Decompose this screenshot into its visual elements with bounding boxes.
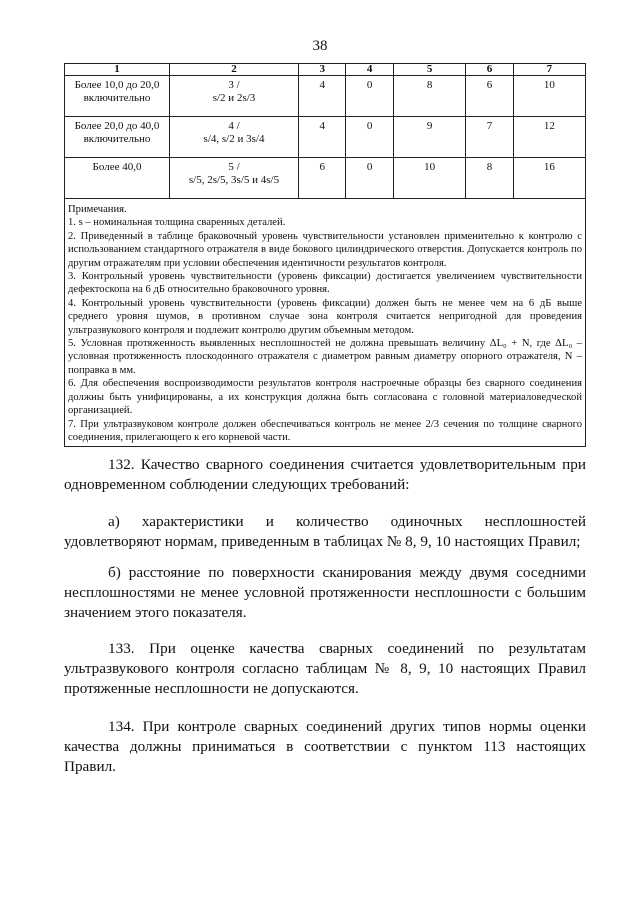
header-cell-2: 2 [170,64,299,76]
value-cell: 12 [513,117,585,158]
paragraph-item-a [64,512,586,552]
paragraph-134 [64,717,586,777]
table-notes-row [65,199,586,447]
table-header-row [65,64,586,76]
note-1: 1. s – номинальная толщина сваренных деталей. [68,217,286,229]
reflector-depths: s/4, s/2 и 3s/4 [203,133,265,145]
thickness-cell: Более 40,0 [65,158,170,199]
value-cell: 9 [393,117,465,158]
table-row [65,76,586,117]
value-cell: 10 [513,76,585,117]
paragraph-item-b-text: б) расстояние по поверхности сканирования между двумя соседними несплошностями не менее условной протяженности несплошности с большим значением этого показателя. [64,564,586,621]
value-cell: 0 [346,76,393,117]
reflector-depths: s/5, 2s/5, 3s/5 и 4s/5 [188,174,280,186]
thickness-cell: Более 10,0 до 20,0 включительно [65,76,170,117]
header-cell-6: 6 [466,64,513,76]
header-cell-1: 1 [65,64,170,76]
note-4: 4. Контрольный уровень чувствительности (уровень фиксации) должен быть не менее чем на 6 дБ выше среднего уровня шумов, в противном случае зона контроля считается непригодной для проведения ультразвукового контроля и подлежит контролю другим объемным методом. [68,297,582,336]
value-cell: 0 [346,117,393,158]
value-cell: 8 [466,158,513,199]
paragraph-132 [64,455,586,495]
reflector-count: 3 / [228,79,240,91]
table-row [65,158,586,199]
table-notes [65,199,586,447]
value-cell: 6 [299,158,346,199]
reflector-cell [170,158,299,199]
paragraph-134-text: 134. При контроле сварных соединений других типов нормы оценки качества должны приниматься в соответствии с пунктом 113 настоящих Правил. [64,718,586,775]
reflector-cell [170,76,299,117]
value-cell: 0 [346,158,393,199]
table-row [65,117,586,158]
paragraph-item-b [64,563,586,623]
note-6: 6. Для обеспечения воспроизводимости результатов контроля настроечные образцы без сварного соединения должны быть унифицированы, а их конструкция должна быть согласована с головной материаловедческой организацией. [68,378,582,417]
page-number: 38 [312,38,328,54]
reflector-count: 4 / [228,120,240,132]
sensitivity-table [64,63,586,447]
note-2: 2. Приведенный в таблице браковочный уровень чувствительности установлен применительно к контролю с использованием стандартного отражателя в виде бокового цилиндрического отверстия. Допускается контроль по другим отражателям при условии обеспечения идентичности результатов контроля. [68,230,582,269]
note-7: 7. При ультразвуковом контроле должен обеспечиваться контроль не менее 2/3 сечения по толщине сварного соединения, прилегающего к его корневой части. [68,418,582,443]
value-cell: 4 [299,76,346,117]
value-cell: 8 [393,76,465,117]
header-cell-4: 4 [346,64,393,76]
header-cell-5: 5 [393,64,465,76]
thickness-cell: Более 20,0 до 40,0 включительно [65,117,170,158]
note-3: 3. Контрольный уровень чувствительности (уровень фиксации) достигается увеличением чувствительности дефектоскопа на 6 дБ относительно браковочного уровня. [68,271,582,296]
reflector-depths: s/2 и 2s/3 [212,92,256,104]
paragraph-item-a-text: а) характеристики и количество одиночных несплошностей удовлетворяют нормам, приведенным в таблицах № 8, 9, 10 настоящих Правил; [64,513,586,550]
header-cell-7: 7 [513,64,585,76]
notes-title: Примечания. [68,204,127,215]
header-cell-3: 3 [299,64,346,76]
value-cell: 4 [299,117,346,158]
paragraph-132-text: 132. Качество сварного соединения считается удовлетворительным при одновременном соблюдении следующих требований: [64,456,586,493]
value-cell: 10 [393,158,465,199]
paragraph-133 [64,639,586,699]
value-cell: 7 [466,117,513,158]
reflector-cell [170,117,299,158]
note-5: 5. Условная протяженность выявленных несплошностей не должна превышать величину ΔL₀ + N, где ΔL₀ – условная протяженность плоскодонного отражателя с диаметром равным диаметру опорного отражателя, N – поправка в мм. [68,338,582,376]
value-cell: 6 [466,76,513,117]
paragraph-133-text: 133. При оценке качества сварных соединений по результатам ультразвукового контроля согласно таблицам № 8, 9, 10 настоящих Правил протяженные несплошности не допускаются. [64,640,586,697]
reflector-count: 5 / [228,161,240,173]
value-cell: 16 [513,158,585,199]
